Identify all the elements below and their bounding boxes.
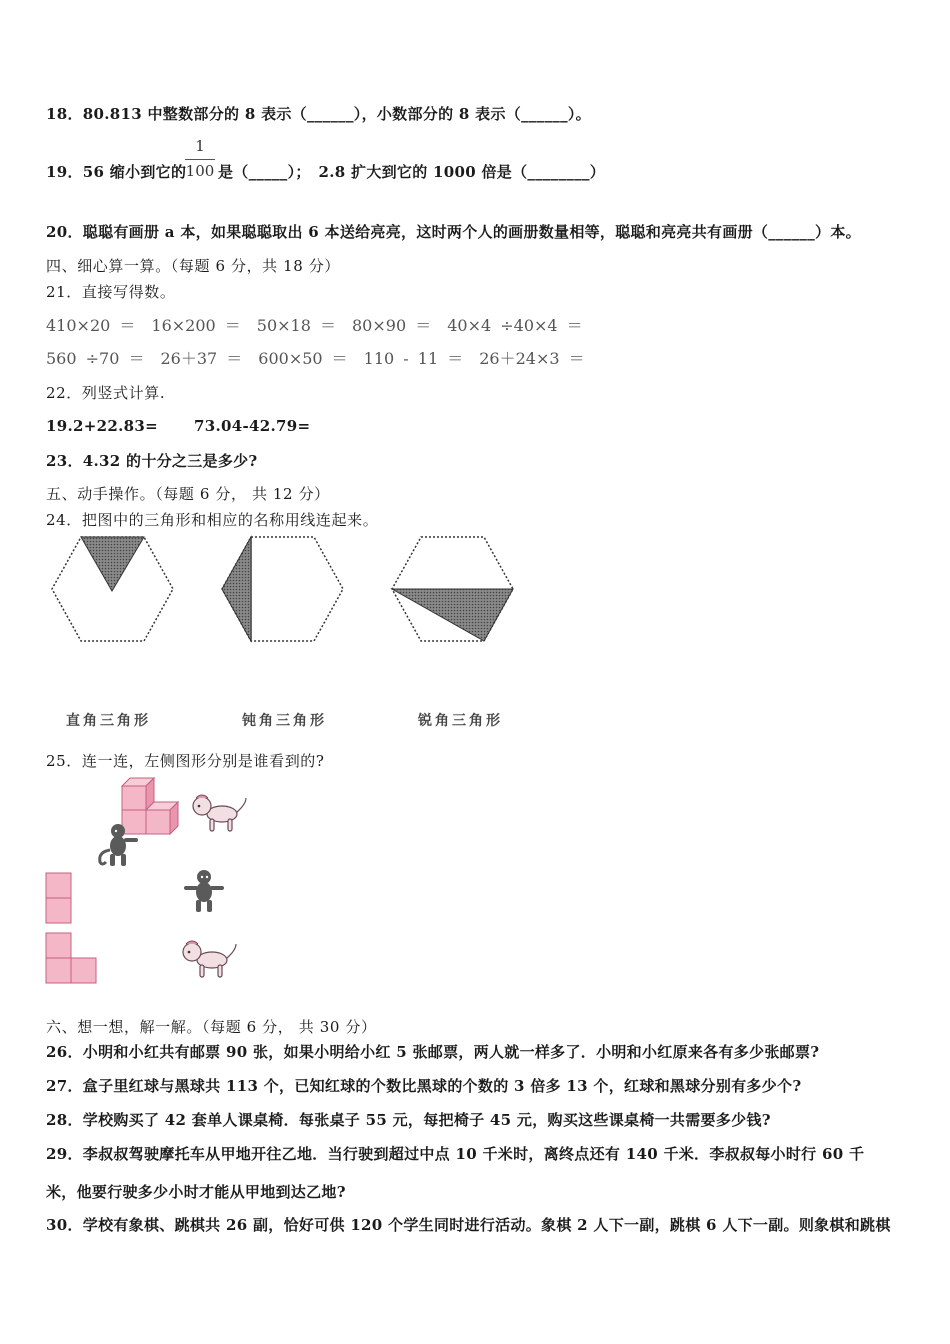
question-28: 28．学校购买了 42 套单人课桌椅．每张桌子 55 元，每把椅子 45 元，购买这些课桌椅一共需要多少钱?	[46, 1111, 771, 1129]
view-option-b	[45, 932, 99, 984]
dog-icon	[188, 792, 250, 834]
label-right-triangle: 直角三角形	[66, 713, 151, 729]
question-21: 21．直接写得数。	[46, 283, 176, 301]
hexagon-figure-2	[220, 534, 345, 644]
hexagon-figure-1	[50, 534, 175, 644]
question-25: 25．连一连，左侧图形分别是谁看到的?	[46, 752, 325, 770]
calc-row-1: 410×20 ＝ 16×200 ＝ 50×18 ＝ 80×90 ＝ 40×4 ÷40×4 ＝	[46, 316, 583, 335]
question-19-suffix: 是（_____）； 2.8 扩大到它的 1000 倍是（________）	[218, 163, 606, 181]
question-18: 18．80.813 中整数部分的 8 表示（______），小数部分的 8 表示（______）。	[46, 105, 591, 123]
monkey-icon	[92, 822, 142, 868]
question-29-line-2: 米，他要行驶多少小时才能从甲地到达乙地?	[46, 1183, 346, 1201]
question-22: 22．列竖式计算.	[46, 384, 166, 402]
question-20: 20．聪聪有画册 a 本，如果聪聪取出 6 本送给亮亮，这时两个人的画册数量相等，聪聪和亮亮共有画册（______）本。	[46, 223, 861, 241]
section-4-heading: 四、细心算一算。（每题 6 分，共 18 分）	[46, 257, 341, 275]
fraction-numerator: 1	[195, 137, 205, 155]
label-obtuse-triangle: 钝角三角形	[242, 713, 327, 729]
question-23: 23．4.32 的十分之三是多少?	[46, 452, 258, 470]
question-22-items: 19.2+22.83= 73.04-42.79=	[46, 417, 311, 435]
question-27: 27．盒子里红球与黑球共 113 个，已知红球的个数比黑球的个数的 3 倍多 13 个，红球和黑球分别有多少个?	[46, 1077, 802, 1095]
section-6-heading: 六、想一想，解一解。（每题 6 分， 共 30 分）	[46, 1018, 377, 1036]
question-19-prefix: 19．56 缩小到它的	[46, 163, 187, 181]
calc-row-2: 560 ÷70 ＝ 26＋37 ＝ 600×50 ＝ 110 - 11 ＝ 26＋24×3 ＝	[46, 349, 585, 368]
hexagon-figure-3	[390, 534, 515, 644]
label-acute-triangle: 锐角三角形	[418, 713, 503, 729]
question-26: 26．小明和小红共有邮票 90 张，如果小明给小红 5 张邮票，两人就一样多了．小明和小红原来各有多少张邮票?	[46, 1043, 820, 1061]
section-5-heading: 五、动手操作。（每题 6 分， 共 12 分）	[46, 485, 330, 503]
monkey-icon-2	[180, 868, 230, 914]
question-30: 30．学校有象棋、跳棋共 26 副，恰好可供 120 个学生同时进行活动。象棋 2 人下一副，跳棋 6 人下一副。则象棋和跳棋	[46, 1216, 891, 1234]
fraction-bar	[185, 159, 215, 160]
fraction-denominator: 100	[185, 162, 215, 180]
question-29-line-1: 29．李叔叔驾驶摩托车从甲地开往乙地．当行驶到超过中点 10 千米时，离终点还有 140 千米．李叔叔每小时行 60 千	[46, 1145, 865, 1163]
question-24: 24．把图中的三角形和相应的名称用线连起来。	[46, 511, 379, 529]
view-option-a	[45, 872, 73, 924]
dog-icon-2	[178, 938, 240, 980]
